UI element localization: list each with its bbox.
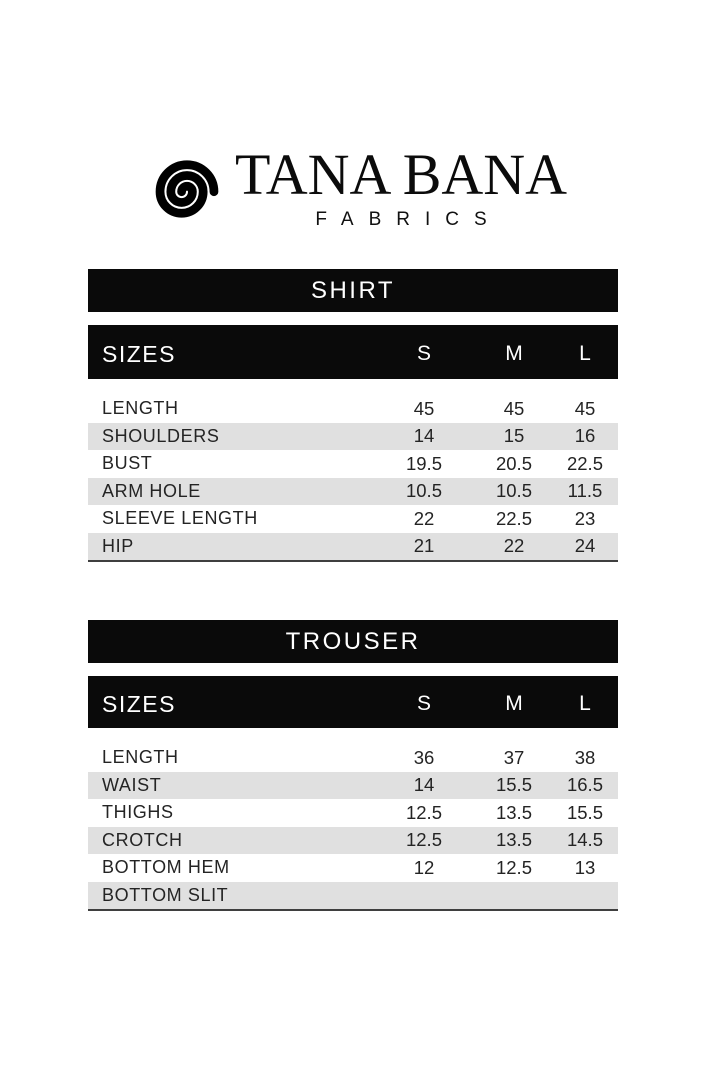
table-row — [88, 799, 618, 827]
row-value-s: 21 — [413, 535, 435, 557]
brand-subtitle: FABRICS — [315, 209, 502, 230]
row-value-m: 22.5 — [495, 507, 532, 529]
trouser-sizes-label: SIZES — [102, 690, 176, 717]
shirt-title: SHIRT — [310, 276, 396, 304]
brand-logo — [0, 142, 720, 231]
table-row — [88, 505, 618, 533]
trouser-table — [88, 744, 618, 911]
table-row — [88, 423, 618, 451]
row-value-l: 38 — [574, 746, 596, 768]
row-value-l: 11.5 — [567, 480, 603, 502]
row-value-m: 13.5 — [495, 829, 532, 851]
row-value-m: 12.5 — [495, 856, 532, 878]
trouser-col-s: S — [416, 692, 431, 715]
row-value-l: 14.5 — [566, 829, 603, 851]
row-value-s: 14 — [413, 774, 435, 796]
row-label: ARM HOLE — [102, 480, 201, 501]
row-label: BOTTOM SLIT — [102, 884, 229, 905]
row-value-m: 37 — [503, 746, 525, 768]
row-value-l: 45 — [574, 397, 596, 419]
size-chart-content — [88, 269, 618, 911]
trouser-title: TROUSER — [285, 627, 421, 655]
row-value-m: 22 — [503, 535, 525, 557]
table-row — [88, 744, 618, 772]
row-value-s: 22 — [413, 507, 435, 529]
shirt-col-m: M — [505, 342, 523, 365]
row-value-s: 12.5 — [405, 801, 442, 823]
trouser-col-l: L — [579, 692, 591, 715]
row-value-l: 22.5 — [566, 452, 603, 474]
row-value-m: 20.5 — [495, 452, 532, 474]
trouser-sizes-header — [88, 676, 618, 728]
row-value-l: 13 — [574, 856, 596, 878]
table-row — [88, 772, 618, 800]
shirt-col-s: S — [416, 342, 431, 365]
row-label: HIP — [102, 535, 134, 556]
row-label: BOTTOM HEM — [102, 857, 230, 878]
row-label: SHOULDERS — [102, 425, 220, 446]
spiral-icon — [153, 158, 221, 220]
table-row — [88, 827, 618, 855]
brand-name: TANA BANA — [234, 142, 568, 207]
row-value-m: 13.5 — [495, 801, 532, 823]
row-value-l: 16 — [574, 425, 596, 447]
row-label: SLEEVE LENGTH — [102, 508, 258, 529]
brand-text-block — [234, 142, 568, 231]
table-row — [88, 882, 618, 910]
row-value-s: 45 — [413, 397, 435, 419]
shirt-title-bar — [88, 269, 618, 312]
shirt-sizes-header — [88, 325, 618, 379]
shirt-table — [88, 395, 618, 562]
trouser-col-m: M — [505, 692, 523, 715]
row-value-s: 10.5 — [405, 480, 442, 502]
row-label: BUST — [102, 453, 153, 474]
row-label: LENGTH — [102, 747, 179, 768]
row-label: WAIST — [102, 774, 162, 795]
row-value-s: 12.5 — [405, 829, 442, 851]
row-value-m: 15 — [503, 425, 525, 447]
row-label: CROTCH — [102, 829, 183, 850]
table-row — [88, 450, 618, 478]
row-value-m: 10.5 — [495, 480, 532, 502]
row-label: THIGHS — [102, 802, 174, 823]
table-row — [88, 478, 618, 506]
table-row — [88, 395, 618, 423]
table-row — [88, 533, 618, 561]
row-value-l: 15.5 — [566, 801, 603, 823]
shirt-sizes-label: SIZES — [102, 340, 176, 367]
table-row — [88, 854, 618, 882]
row-value-s: 12 — [413, 856, 435, 878]
row-value-l: 23 — [574, 507, 596, 529]
row-value-m: 15.5 — [495, 774, 532, 796]
row-value-m: 45 — [503, 397, 525, 419]
row-value-l: 24 — [574, 535, 596, 557]
row-value-l: 16.5 — [566, 774, 603, 796]
trouser-title-bar — [88, 620, 618, 663]
shirt-col-l: L — [579, 342, 591, 365]
row-value-s: 36 — [413, 746, 435, 768]
row-value-s: 19.5 — [405, 452, 442, 474]
row-label: LENGTH — [102, 398, 179, 419]
row-value-s: 14 — [413, 425, 435, 447]
